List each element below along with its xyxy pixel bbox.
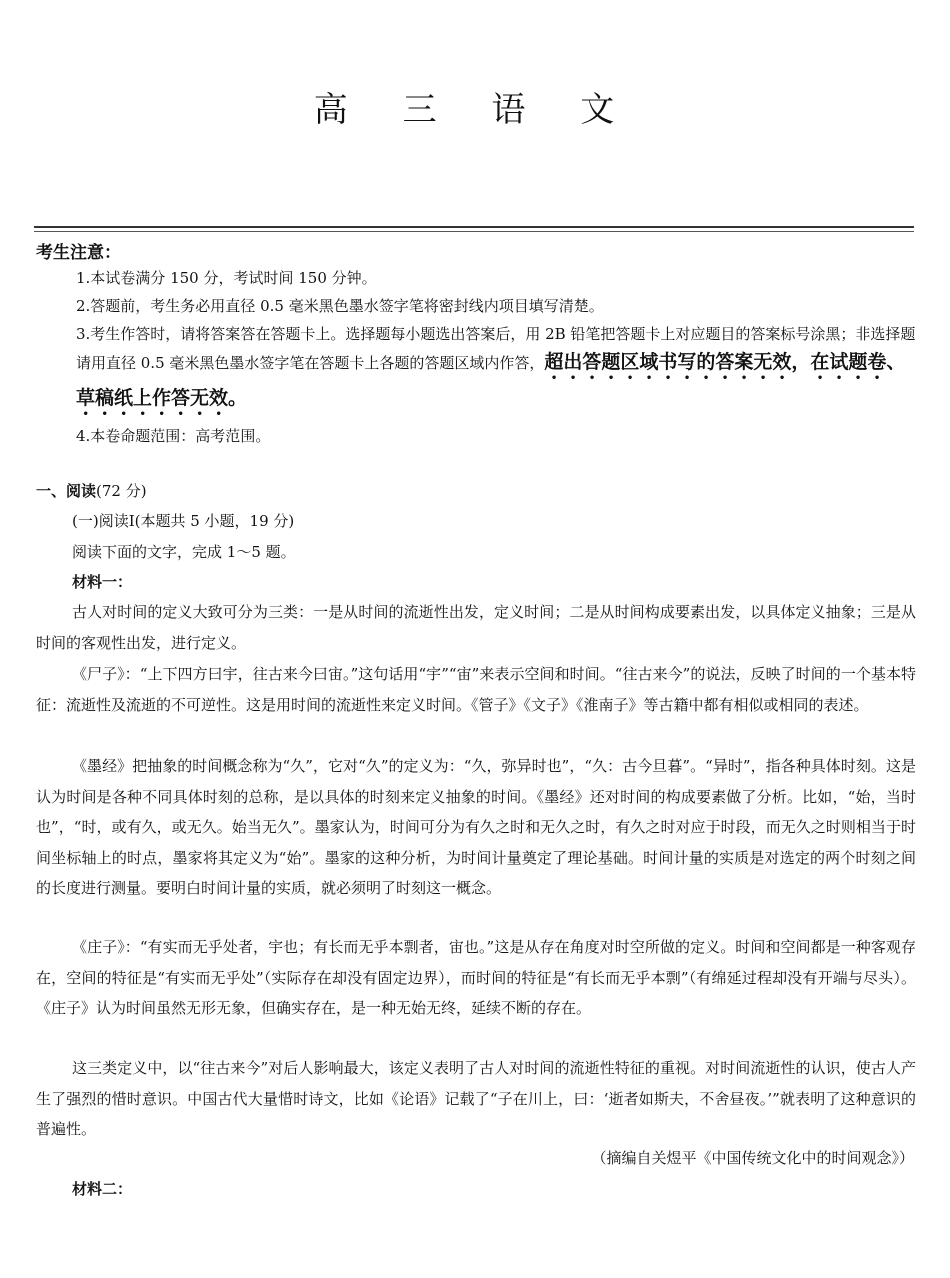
paragraph-3: 《墨经》把抽象的时间概念称为“久”，它对“久”的定义为：“久，弥异时也”，“久：古今旦暮”。“异时”，指各种具体时刻。这是认为时间是各种不同具体时刻的总称，是以具体的时刻来定义抽象的时间。《墨经》还对时间的构成要素做了分析。比如，“始，当时也”，“时，或有久，或无久。始当无久”。墨家认为，时间可分为有久之时和无久之时，有久之时对应于时段，而无久之时则相当于时间坐标轴上的时点，墨家将其定义为“始”。墨家的这种分析，为时间计量奠定了理论基础。时间计量的实质是对选定的两个时刻之间的长度进行测量。要明白时间计量的实质，就必须明了时刻这一概念。 <box>36 757 916 897</box>
notice-item-2: 2.答题前，考生务必用直径 0.5 毫米黑色墨水签字笔将密封线内项目填写清楚。 <box>76 297 604 315</box>
header-rule-thick <box>34 226 914 228</box>
page-title: 高 三 语 文 <box>313 90 637 130</box>
notice-item-3-text: 3.考生作答时，请将答案答在答题卡上。选择题每小题选出答案后，用 2B 铅笔把答题卡上对应题目的答案标号涂黑；非选择题请用直径 0.5 毫米黑色墨水签字笔在答题卡上各题的答题区域内作答， <box>76 325 916 372</box>
instructions: 阅读下面的文字，完成 1～5 题。 <box>72 543 296 561</box>
header-rule-thin <box>34 231 914 232</box>
section-heading <box>36 480 147 501</box>
notice-heading: 考生注意： <box>36 243 121 263</box>
notice-item-4: 4.本卷命题范围：高考范围。 <box>76 427 271 445</box>
section-title: 一、阅读 <box>36 482 97 500</box>
paragraph-1: 古人对时间的定义大致可分为三类：一是从时间的流逝性出发，定义时间；二是从时间构成要素出发，以具体定义抽象；三是从时间的客观性出发，进行定义。 <box>36 603 916 652</box>
paragraph-5: 这三类定义中，以“往古来今”对后人影响最大，该定义表明了古人对时间的流逝性特征的重视。对时间流逝性的认识，使古人产生了强烈的惜时意识。中国古代大量惜时诗文，比如《论语》记载了“子在川上，曰：‘逝者如斯夫，不舍昼夜。’”就表明了这种意识的普遍性。 <box>36 1059 916 1138</box>
subsection-heading: (一)阅读Ⅰ(本题共 5 小题，19 分) <box>72 512 295 530</box>
section-points: (72 分) <box>96 482 147 500</box>
source-citation: （摘编自关煜平《中国传统文化中的时间观念》） <box>591 1149 914 1167</box>
notice-item-1: 1.本试卷满分 150 分，考试时间 150 分钟。 <box>76 269 377 287</box>
material-2-label: 材料二： <box>72 1180 133 1198</box>
paragraph-2: 《尸子》：“上下四方曰宇，往古来今曰宙。”这句话用“宇”“宙”来表示空间和时间。“往古来今”的说法，反映了时间的一个基本特征：流逝性及流逝的不可逆性。这是用时间的流逝性来定义时间。《管子》《文子》《淮南子》等古籍中都有相似或相同的表述。 <box>36 665 916 714</box>
material-1-label: 材料一： <box>72 573 133 591</box>
notice-item-3-emphasis: 超出答题区域书写的答案无效，在试题卷、草稿纸上作答无效。 <box>76 351 906 409</box>
notice-item-3 <box>76 320 916 420</box>
paragraph-4: 《庄子》：“有实而无乎处者，宇也；有长而无乎本剽者，宙也。”这是从存在角度对时空所做的定义。时间和空间都是一种客观存在，空间的特征是“有实而无乎处”（实际存在却没有固定边界），而时间的特征是“有长而无乎本剽”（有绵延过程却没有开端与尽头）。《庄子》认为时间虽然无形无象，但确实存在，是一种无始无终，延续不断的存在。 <box>36 938 916 1017</box>
